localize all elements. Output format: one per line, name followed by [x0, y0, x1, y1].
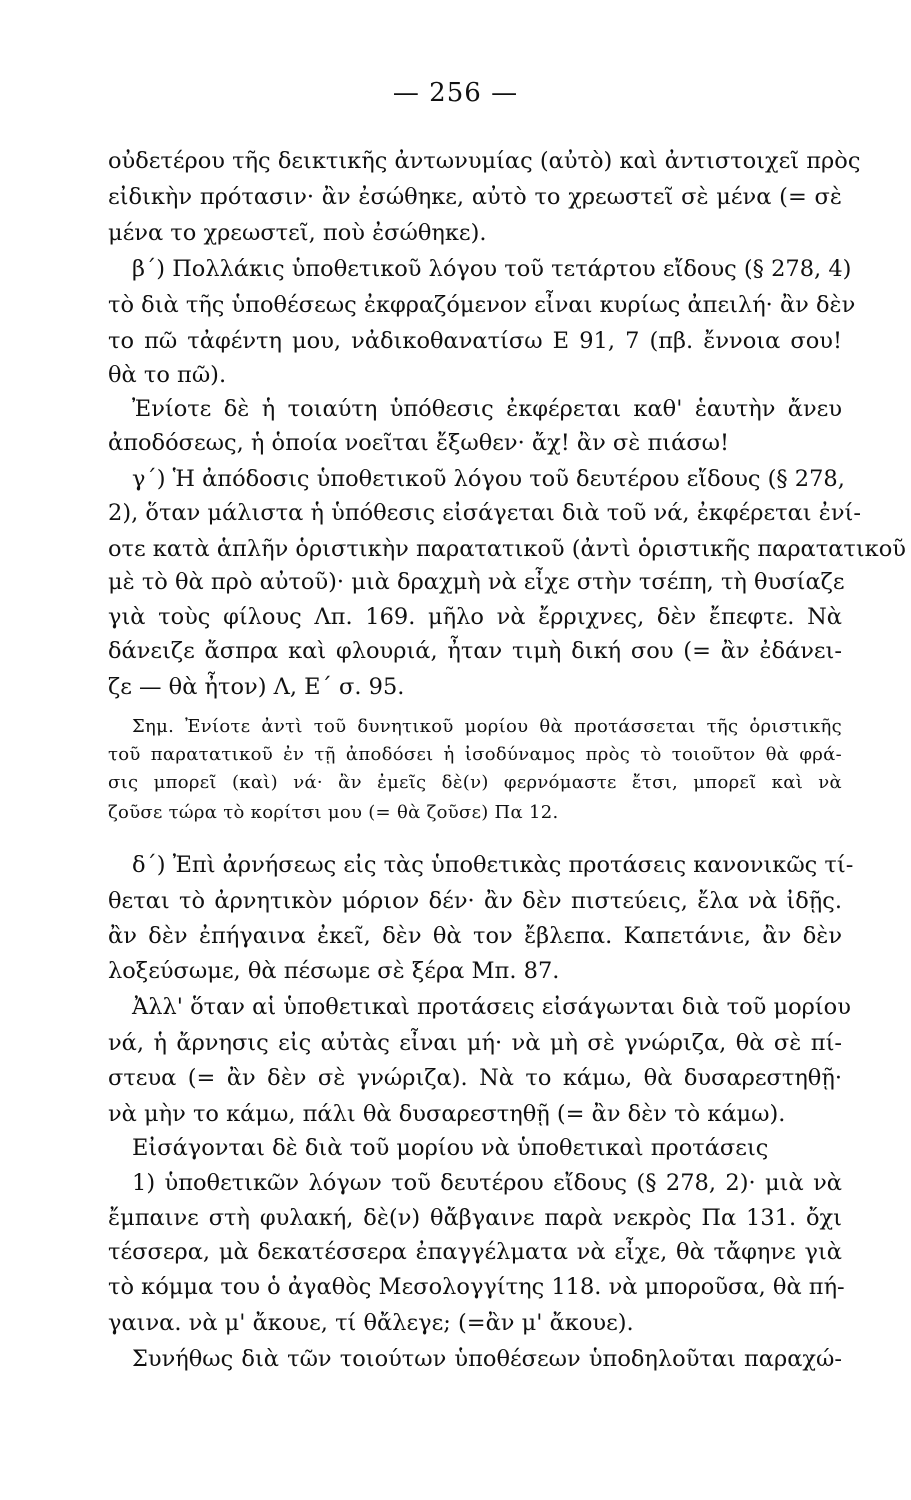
text-line: Συνήθως διὰ τῶν τοιούτων ὑποθέσεων ὑποδηλοῦται παραχώ- — [132, 1346, 842, 1372]
text-line: β´) Πολλάκις ὑποθετικοῦ λόγου τοῦ τετάρτου εἴδους (§ 278, 4) — [132, 256, 852, 282]
text-line: ἂν δὲν ἐπήγαινα ἐκεῖ, δὲν θὰ τον ἔβλεπα. Καπετάνιε, ἂν δὲν — [108, 923, 842, 949]
note-line: ζοῦσε τώρα τὸ κορίτσι μου (= θὰ ζοῦσε) Πα 12. — [108, 802, 559, 823]
text-line: ζε — θὰ ἦτον) Λ, Ε´ σ. 95. — [108, 674, 405, 700]
text-line: λοξεύσωμε, θὰ πέσωμε σὲ ξέρα Μπ. 87. — [108, 958, 560, 984]
text-line: στευα (= ἂν δὲν σὲ γνώριζα). Νὰ το κάμω, θὰ δυσαρεστηθῇ· — [108, 1065, 842, 1091]
text-line: δ´) Ἐπὶ ἀρνήσεως εἰς τὰς ὑποθετικὰς προτάσεις κανονικῶς τί- — [132, 852, 854, 878]
text-line: νά, ἡ ἄρνησις εἰς αὐτὰς εἶναι μή· νὰ μὴ σὲ γνώριζα, θὰ σὲ πί- — [108, 1030, 842, 1056]
text-line: ἔμπαινε στὴ φυλακή, δὲ(ν) θἄβγαινε παρὰ νεκρὸς Πα 131. ὄχι — [108, 1205, 842, 1231]
text-line: γαινα. νὰ μ' ἄκουε, τί θἄλεγε; (=ἂν μ' ἄκουε). — [108, 1310, 634, 1336]
text-line: μένα το χρεωστεῖ, ποὺ ἐσώθηκε). — [108, 220, 487, 246]
text-line: εἰδικὴν πρότασιν· ἂν ἐσώθηκε, αὐτὸ το χρεωστεῖ σὲ μένα (= σὲ — [108, 184, 842, 210]
text-line: γιὰ τοὺς φίλους Λπ. 169. μῆλο νὰ ἔρριχνες, δὲν ἔπεφτε. Νὰ — [108, 604, 842, 630]
text-line: οτε κατὰ ἁπλῆν ὁριστικὴν παρατατικοῦ (ἀντὶ ὁριστικῆς παρατατικοῦ — [108, 536, 906, 562]
note-line: σις μπορεῖ (καὶ) νά· ἂν ἐμεῖς δὲ(ν) φερνόμαστε ἔτσι, μπορεῖ καὶ νὰ — [108, 772, 842, 793]
text-line: δάνειζε ἄσπρα καὶ φλουριά, ἦταν τιμὴ δική σου (= ἂν ἐδάνει- — [108, 638, 842, 664]
text-line: το πῶ τἀφέντη μου, νἀδικοθανατίσω Ε 91, 7 (πβ. ἔννοια σου! — [108, 328, 842, 354]
text-line: 2), ὅταν μάλιστα ἡ ὑπόθεσις εἰσάγεται διὰ τοῦ νά, ἐκφέρεται ἐνί- — [108, 500, 861, 526]
text-line: γ´) Ἡ ἀπόδοσις ὑποθετικοῦ λόγου τοῦ δευτέρου εἴδους (§ 278, — [132, 466, 845, 492]
text-line: οὐδετέρου τῆς δεικτικῆς ἀντωνυμίας (αὐτὸ) καὶ ἀντιστοιχεῖ πρὸς — [108, 148, 861, 174]
text-line: νὰ μὴν το κάμω, πάλι θὰ δυσαρεστηθῇ (= ἂν δὲν τὸ κάμω). — [108, 1101, 786, 1127]
text-line: τὸ κόμμα του ὁ ἀγαθὸς Μεσολογγίτης 118. νὰ μποροῦσα, θὰ πή- — [108, 1274, 845, 1300]
text-line: τὸ διὰ τῆς ὑποθέσεως ἐκφραζόμενον εἶναι κυρίως ἀπειλή· ἂν δὲν — [108, 292, 856, 318]
text-line: Εἰσάγονται δὲ διὰ τοῦ μορίου νὰ ὑποθετικαὶ προτάσεις — [132, 1135, 769, 1161]
text-line: Ἐνίοτε δὲ ἡ τοιαύτη ὑπόθεσις ἐκφέρεται καθ' ἑαυτὴν ἄνευ — [132, 396, 842, 422]
text-line: θεται τὸ ἀρνητικὸν μόριον δέν· ἂν δὲν πιστεύεις, ἔλα νὰ ἰδῇς. — [108, 888, 842, 914]
page-number: — 256 — — [392, 78, 519, 108]
text-line: Ἀλλ' ὅταν αἱ ὑποθετικαὶ προτάσεις εἰσάγωνται διὰ τοῦ μορίου — [132, 994, 851, 1020]
text-line: τέσσερα, μὰ δεκατέσσερα ἐπαγγέλματα νὰ εἶχε, θὰ τἄφηνε γιὰ — [108, 1239, 842, 1265]
text-line: 1) ὑποθετικῶν λόγων τοῦ δευτέρου εἴδους (§ 278, 2)· μιὰ νὰ — [132, 1170, 842, 1196]
note-line: τοῦ παρατατικοῦ ἐν τῇ ἀποδόσει ἡ ἰσοδύναμος πρὸς τὸ τοιοῦτον θὰ φρά- — [108, 744, 842, 765]
text-line: ἀποδόσεως, ἡ ὁποία νοεῖται ἔξωθεν· ἄχ! ἂν σὲ πιάσω! — [108, 430, 730, 456]
text-line: θὰ το πῶ). — [108, 362, 227, 388]
note-line: Σημ. Ἐνίοτε ἀντὶ τοῦ δυνητικοῦ μορίου θὰ προτάσσεται τῆς ὁριστικῆς — [132, 716, 842, 737]
text-line: μὲ τὸ θὰ πρὸ αὐτοῦ)· μιὰ δραχμὴ νὰ εἶχε στὴν τσέπη, τὴ θυσίαζε — [108, 569, 845, 595]
